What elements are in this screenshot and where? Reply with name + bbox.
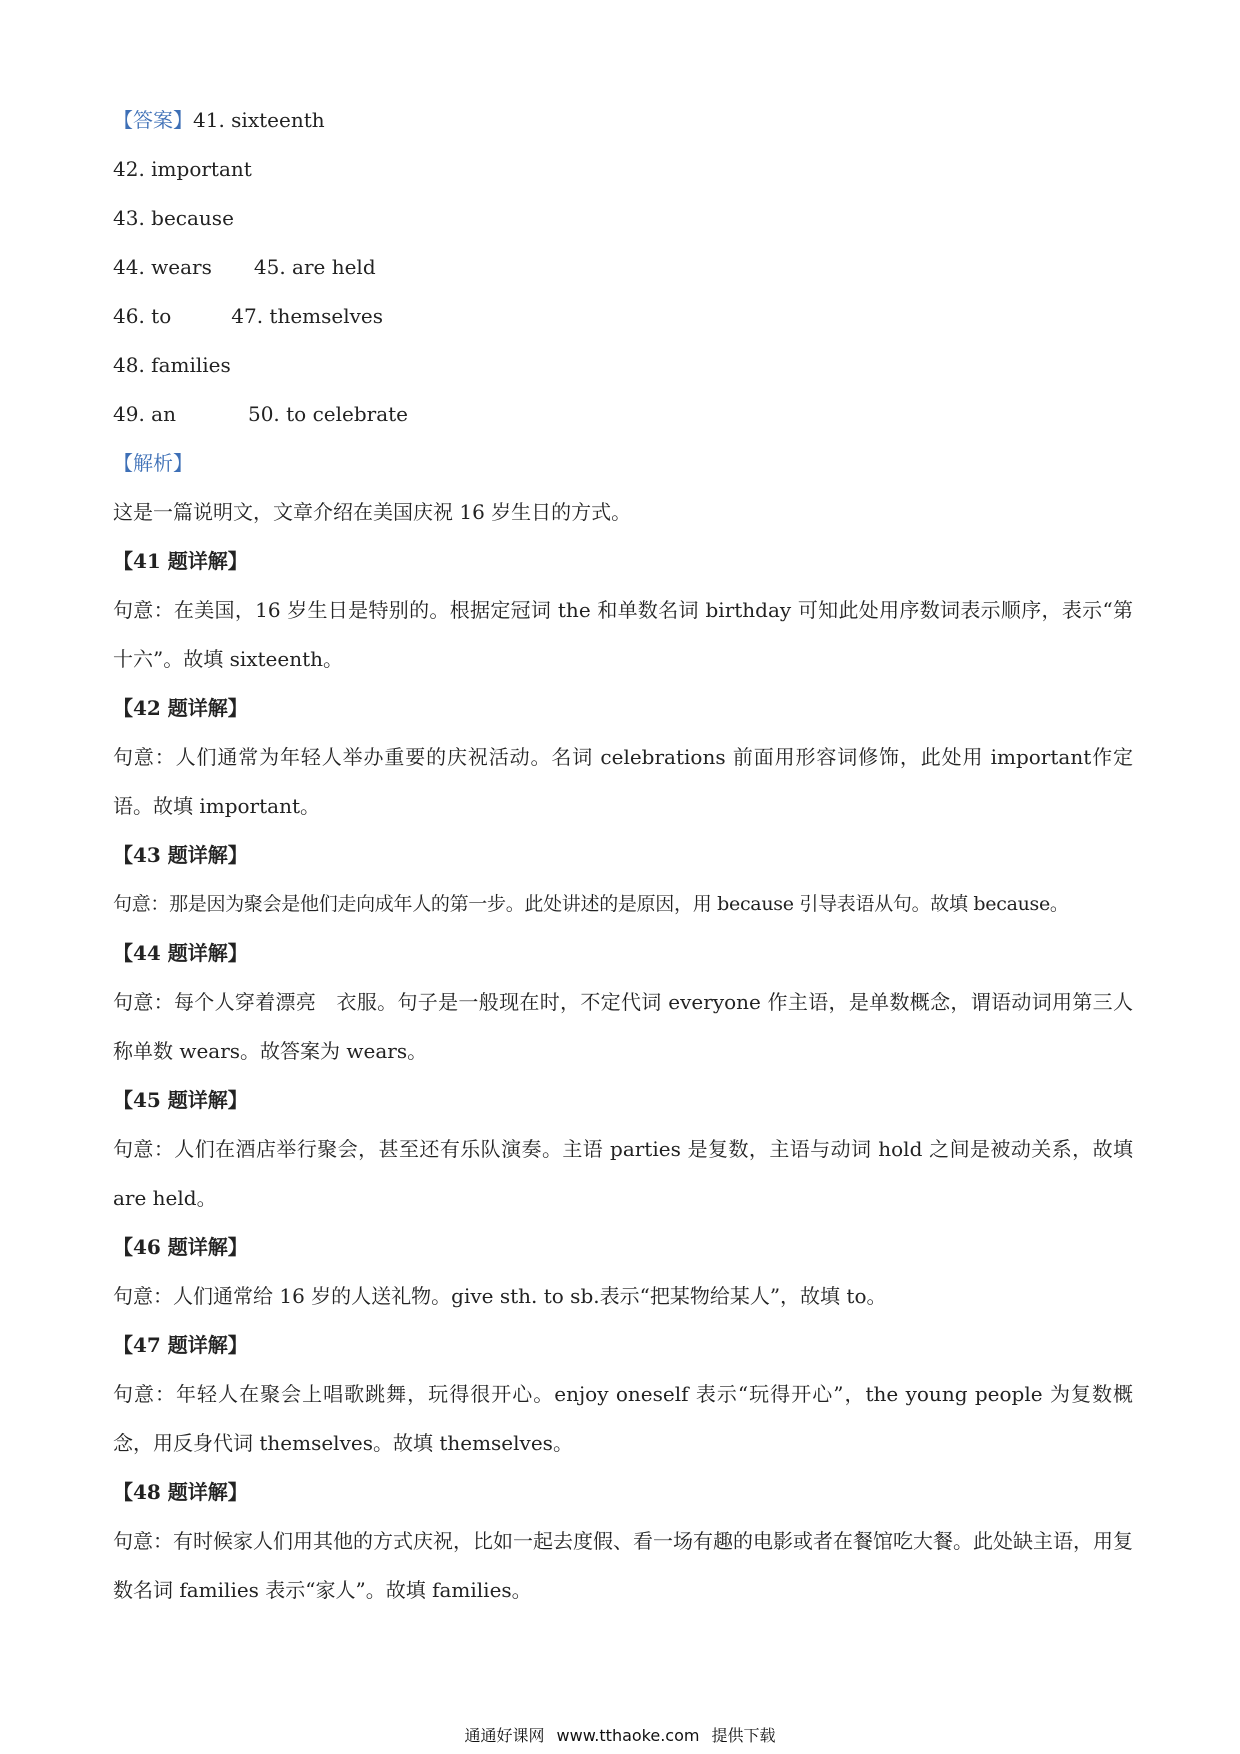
item-43-heading: 【43 题详解】 bbox=[113, 843, 248, 867]
answer-50: 50. to celebrate bbox=[247, 402, 408, 426]
answer-43: 43. because bbox=[113, 206, 234, 230]
answer-47: 47. themselves bbox=[231, 304, 384, 328]
answer-line-42 bbox=[113, 145, 1133, 194]
item-42-text: 句意：人们通常为年轻人举办重要的庆祝活动。名词 celebrations 前面用形容词修饰，此处用 important作定语。故填 important。 bbox=[113, 745, 1133, 818]
item-45-text: 句意：人们在酒店举行聚会，甚至还有乐队演奏。主语 parties 是复数，主语与动词 hold 之间是被动关系，故填 are held。 bbox=[113, 1137, 1133, 1210]
answer-line-43 bbox=[113, 194, 1133, 243]
item-44-heading: 【44 题详解】 bbox=[113, 941, 248, 965]
document-content bbox=[113, 96, 1133, 1615]
answer-49: 49. an bbox=[113, 402, 176, 426]
answer-48: 48. families bbox=[113, 353, 231, 377]
item-44-text: 句意：每个人穿着漂亮 衣服。句子是一般现在时，不定代词 everyone 作主语，是单数概念，谓语动词用第三人称单数 wears。故答案为 wears。 bbox=[113, 990, 1133, 1063]
item-43-text: 句意：那是因为聚会是他们走向成年人的第一步。此处讲述的是原因，用 because 引导表语从句。故填 because。 bbox=[113, 893, 1069, 915]
answer-line-41 bbox=[113, 96, 1133, 145]
footer-site-name: 通通好课网 bbox=[464, 1726, 545, 1745]
item-47-text: 句意：年轻人在聚会上唱歌跳舞，玩得很开心。enjoy oneself 表示“玩得开心”，the young people 为复数概念，用反身代词 themselves。故填 themselves。 bbox=[113, 1382, 1133, 1455]
answer-line-49-50 bbox=[113, 390, 1133, 439]
answer-45: 45. are held bbox=[253, 255, 376, 279]
item-45-heading: 【45 题详解】 bbox=[113, 1088, 248, 1112]
footer-url[interactable]: www.tthaoke.com bbox=[556, 1726, 700, 1745]
item-41-heading: 【41 题详解】 bbox=[113, 549, 248, 573]
item-46-heading: 【46 题详解】 bbox=[113, 1235, 248, 1259]
item-48-heading: 【48 题详解】 bbox=[113, 1480, 248, 1504]
page-footer bbox=[0, 1724, 1240, 1748]
answer-42: 42. important bbox=[113, 157, 252, 181]
answer-line-46-47 bbox=[113, 292, 1133, 341]
answer-44: 44. wears bbox=[113, 255, 212, 279]
answer-41: 41. sixteenth bbox=[193, 108, 325, 132]
answer-line-44-45 bbox=[113, 243, 1133, 292]
analysis-intro: 这是一篇说明文，文章介绍在美国庆祝 16 岁生日的方式。 bbox=[113, 500, 632, 524]
answer-line-48 bbox=[113, 341, 1133, 390]
item-42-heading: 【42 题详解】 bbox=[113, 696, 248, 720]
item-47-heading: 【47 题详解】 bbox=[113, 1333, 248, 1357]
item-48-text: 句意：有时候家人们用其他的方式庆祝，比如一起去度假、看一场有趣的电影或者在餐馆吃大餐。此处缺主语，用复数名词 families 表示“家人”。故填 families。 bbox=[113, 1529, 1133, 1602]
footer-note: 提供下载 bbox=[711, 1726, 776, 1745]
answer-46: 46. to bbox=[113, 304, 172, 328]
answer-label: 【答案】 bbox=[113, 108, 193, 132]
item-41-text: 句意：在美国，16 岁生日是特别的。根据定冠词 the 和单数名词 birthday 可知此处用序数词表示顺序，表示“第十六”。故填 sixteenth。 bbox=[113, 598, 1133, 671]
analysis-label: 【解析】 bbox=[113, 451, 193, 475]
item-46-text: 句意：人们通常给 16 岁的人送礼物。give sth. to sb.表示“把某物给某人”，故填 to。 bbox=[113, 1284, 887, 1308]
